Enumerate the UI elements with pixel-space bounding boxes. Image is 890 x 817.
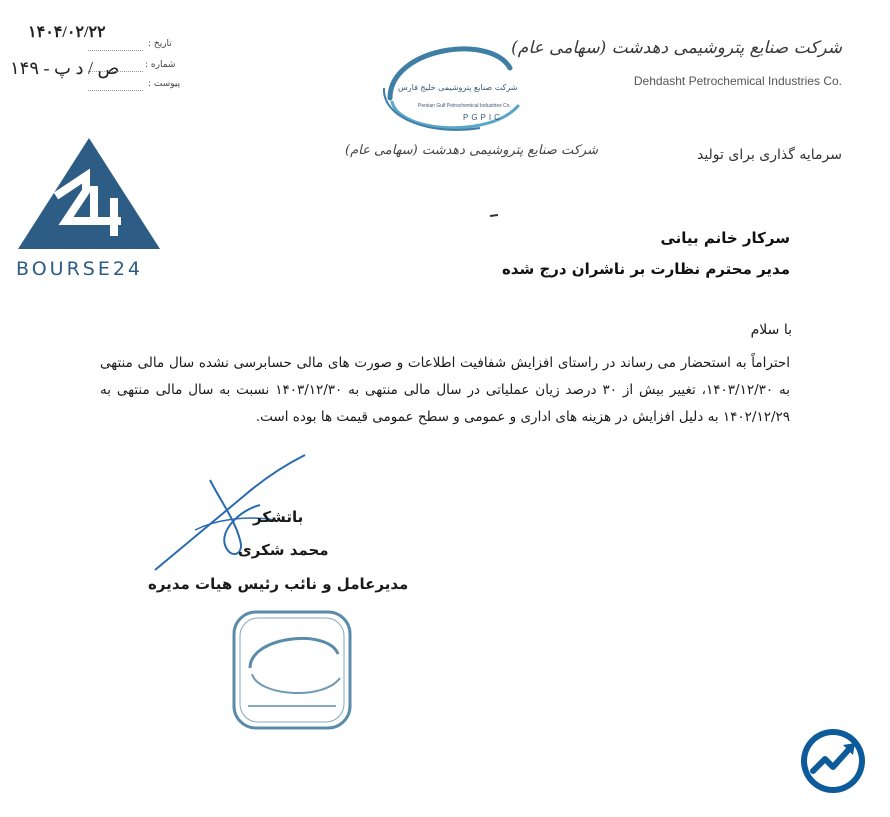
logo-name-en: Persian Gulf Petrochemical Industries Co. — [418, 103, 511, 109]
letter-body-paragraph: احتراماً به استحضار می رساند در راستای افزایش شفافیت اطلاعات و صورت های مالی حسابرسی نشده سال مالی منتهی به ۱۴۰۳/۱۲/۳۰، تغییر بیش از ۳۰ درصد زیان عملیاتی در سال مالی منتهی به ۱۴۰۳/۱۲/۳۰ نسبت به سال مالی منتهی به ۱۴۰۲/۱۲/۲۹ به دلیل افزایش در هزینه های اداری و عمومی و سطح عمومی قیمت ها بوده است. — [100, 355, 790, 425]
bourse24-logo-icon — [16, 136, 162, 251]
signer-title: مدیرعامل و نائب رئیس هیات مدیره — [148, 575, 409, 593]
company-name-fa: شرکت صنایع پتروشیمی دهدشت (سهامی عام) — [511, 38, 842, 58]
trend-chart-icon — [799, 727, 867, 795]
slogan: سرمایه گذاری برای تولید — [696, 147, 842, 163]
company-name-en: Dehdasht Petrochemical Industries Co. — [633, 74, 842, 88]
number-dotted-line — [88, 71, 143, 72]
logo-signature-line: شرکت صنایع پتروشیمی دهدشت (سهامی عام) — [345, 143, 598, 158]
signer-name: محمد شکری — [238, 541, 329, 559]
closing: باتشکر — [253, 508, 304, 526]
logo-name-fa: شرکت صنایع پتروشیمی خلیج فارس — [398, 83, 518, 92]
bourse24-text: BOURSE24 — [16, 258, 144, 280]
date-dotted-line — [88, 50, 143, 51]
letter-body — [100, 350, 790, 431]
letter-number-value: ۱۴۹ - ص / د پ — [10, 58, 120, 78]
number-label: شماره : — [145, 60, 176, 70]
ink-mark — [490, 213, 498, 219]
company-stamp-icon — [228, 606, 356, 734]
attachment-label: پیوست : — [148, 79, 181, 89]
recipient-name: سرکار خانم بیانی — [660, 229, 790, 247]
date-value: ۱۴۰۴/۰۲/۲۲ — [28, 24, 106, 41]
greeting: با سلام — [750, 322, 792, 338]
logo-code: PGPIC — [463, 113, 503, 122]
date-label: تاریخ : — [148, 39, 172, 49]
attachment-dotted-line — [88, 90, 143, 91]
recipient-title: مدیر محترم نظارت بر ناشران درج شده — [501, 260, 790, 278]
